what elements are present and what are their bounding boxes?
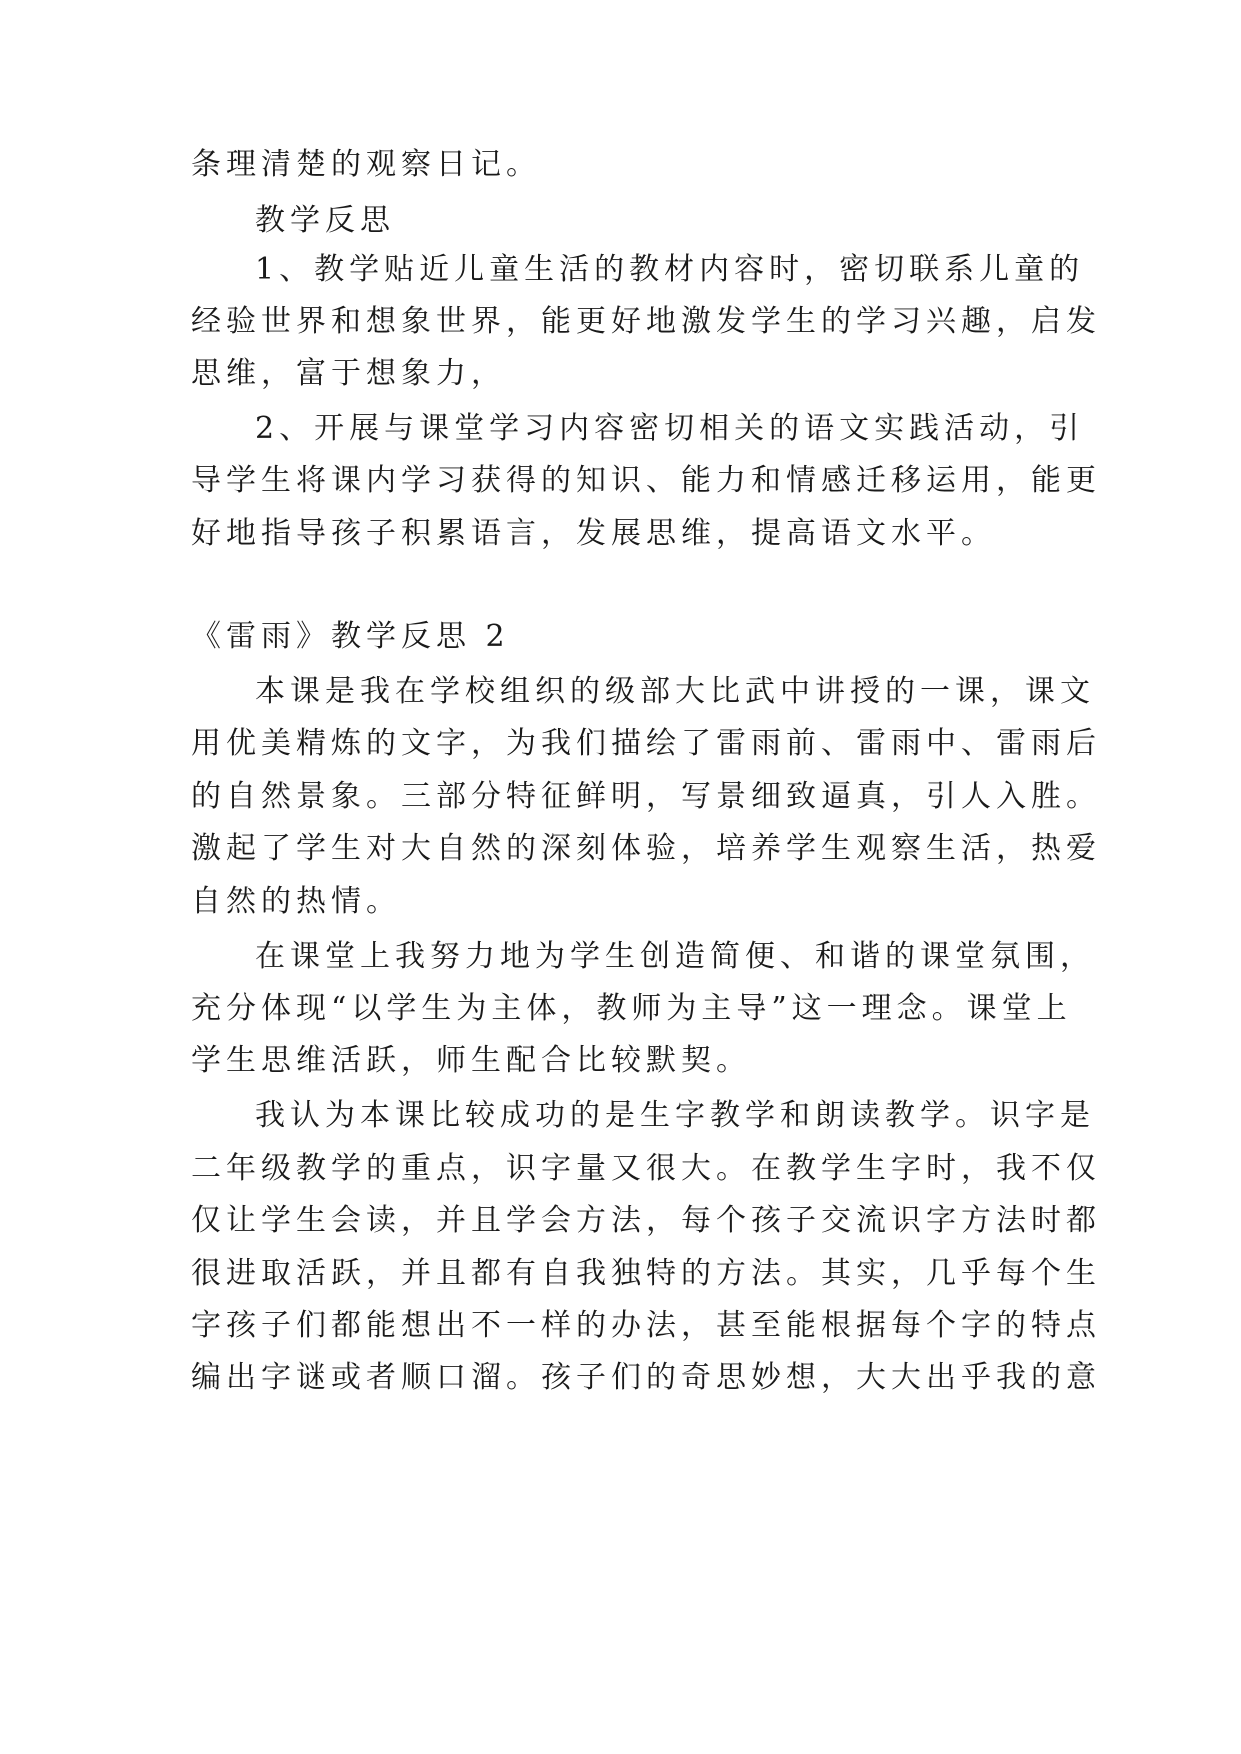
para1-line: 用优美精炼的文字，为我们描绘了雷雨前、雷雨中、雷雨后 [191, 726, 1101, 761]
para3-line: 编出字谜或者顺口溜。孩子们的奇思妙想，大大出乎我的意 [191, 1360, 1101, 1395]
point1-line: 思维，富于想象力， [191, 356, 506, 391]
closing-line: 条理清楚的观察日记。 [191, 147, 541, 182]
para2-line: 学生思维活跃，师生配合比较默契。 [191, 1043, 751, 1078]
point2-line: 2、开展与课堂学习内容密切相关的语文实践活动，引 [255, 411, 1085, 446]
section-title: 《雷雨》教学反思 2 [191, 619, 510, 654]
para3-line: 字孩子们都能想出不一样的办法，甚至能根据每个字的特点 [191, 1308, 1101, 1343]
point1-line: 经验世界和想象世界，能更好地激发学生的学习兴趣，启发 [191, 304, 1101, 339]
point1-line: 1、教学贴近儿童生活的教材内容时，密切联系儿童的 [255, 252, 1085, 287]
para3-line: 仅让学生会读，并且学会方法，每个孩子交流识字方法时都 [191, 1203, 1101, 1238]
para1-line: 激起了学生对大自然的深刻体验，培养学生观察生活，热爱 [191, 831, 1101, 866]
para1-line: 自然的热情。 [191, 884, 401, 919]
para2-line: 充分体现“以学生为主体，教师为主导”这一理念。课堂上 [191, 991, 1072, 1026]
reflection-heading: 教学反思 [255, 203, 395, 238]
para3-line: 很进取活跃，并且都有自我独特的方法。其实，几乎每个生 [191, 1256, 1101, 1291]
para3-line: 我认为本课比较成功的是生字教学和朗读教学。识字是 [255, 1098, 1095, 1133]
para2-line: 在课堂上我努力地为学生创造简便、和谐的课堂氛围， [255, 939, 1095, 974]
para1-line: 的自然景象。三部分特征鲜明，写景细致逼真，引人入胜。 [191, 779, 1101, 814]
point2-line: 好地指导孩子积累语言，发展思维，提高语文水平。 [191, 516, 996, 551]
para3-line: 二年级教学的重点，识字量又很大。在教学生字时，我不仅 [191, 1151, 1101, 1186]
point2-line: 导学生将课内学习获得的知识、能力和情感迁移运用，能更 [191, 463, 1101, 498]
para1-line: 本课是我在学校组织的级部大比武中讲授的一课，课文 [255, 674, 1095, 709]
